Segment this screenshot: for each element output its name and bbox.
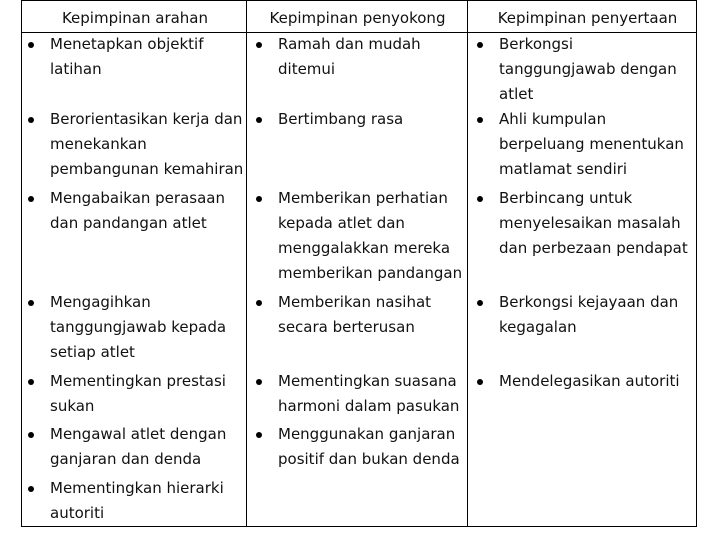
bullet-icon [28,432,34,438]
bullet-icon [477,379,483,385]
list-item: Memberikan perhatian kepada atlet dan menggalakkan mereka memberikan pandangan [278,186,463,286]
table-top-border [21,0,697,1]
list-item: Ramah dan mudah ditemui [278,32,458,82]
list-item: Berkongsi tanggungjawab dengan atlet [499,32,689,107]
bullet-icon [256,196,262,202]
list-item: Berbincang untuk menyelesaikan masalah dan perbezaan pendapat [499,186,689,261]
bullet-icon [28,117,34,123]
header-directive: Kepimpinan arahan [61,9,209,27]
list-item: Menggunakan ganjaran positif dan bukan denda [278,422,463,472]
column-divider [246,0,247,527]
bullet-icon [477,117,483,123]
bullet-icon [256,432,262,438]
list-item: Mengagihkan tanggungjawab kepada setiap atlet [50,290,240,365]
list-item: Mendelegasikan autoriti [499,369,689,394]
list-item: Mementingkan prestasi sukan [50,369,240,419]
bullet-icon [28,379,34,385]
bullet-icon [28,196,34,202]
bullet-icon [28,300,34,306]
header-supportive: Kepimpinan penyokong [269,9,446,27]
bullet-icon [256,379,262,385]
list-item: Mementingkan hierarki autoriti [50,476,240,526]
list-item: Mementingkan suasana harmoni dalam pasukan [278,369,463,419]
list-item: Mengabaikan perasaan dan pandangan atlet [50,186,240,236]
column-divider [467,0,468,527]
list-item: Memberikan nasihat secara berterusan [278,290,458,340]
bullet-icon [28,486,34,492]
list-item: Ahli kumpulan berpeluang menentukan matlamat sendiri [499,107,689,182]
bullet-icon [256,117,262,123]
header-participative: Kepimpinan penyertaan [497,9,678,27]
list-item: Berorientasikan kerja dan menekankan pembangunan kemahiran [50,107,246,182]
bullet-icon [477,42,483,48]
bullet-icon [28,42,34,48]
bullet-icon [256,42,262,48]
list-item: Menetapkan objektif latihan [50,32,240,82]
list-item: Bertimbang rasa [278,107,458,132]
list-item: Berkongsi kejayaan dan kegagalan [499,290,689,340]
bullet-icon [477,196,483,202]
bullet-icon [477,300,483,306]
bullet-icon [256,300,262,306]
list-item: Mengawal atlet dengan ganjaran dan denda [50,422,240,472]
